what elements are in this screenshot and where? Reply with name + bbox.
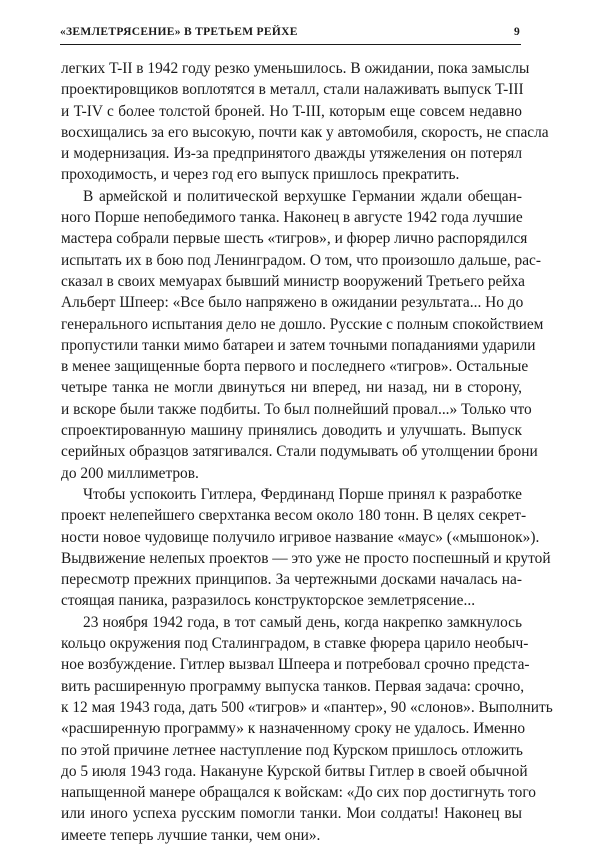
text-line: до 200 миллиметров. bbox=[61, 464, 199, 482]
text-line: проект нелепейшего сверхтанка весом около 180 тонн. В целях секрет- bbox=[61, 507, 527, 525]
text-line: испытать их в бою под Ленинградом. О том, что произошло дальше, рас- bbox=[61, 251, 542, 269]
text-line: и модернизация. Из-за предпринятого дважды утяжеления он потерял bbox=[61, 145, 522, 163]
text-line: четыре танка не могли двинуться ни вперед, ни назад, ни в сторону, bbox=[61, 379, 522, 397]
paragraph bbox=[61, 612, 553, 846]
text-line: «расширенную программу» к назначенному сроку не удалось. Именно bbox=[61, 720, 526, 738]
text-line: серийных образцов затягивался. Стали подумывать об утолщении брони bbox=[61, 443, 538, 461]
text-line: Альберт Шпеер: «Все было напряжено в ожидании результата... Но до bbox=[61, 294, 524, 312]
text-line: генерального испытания дело не дошло. Русские с полным спокойствием bbox=[61, 315, 544, 333]
text-line: Чтобы успокоить Гитлера, Фердинанд Порше принял к разработке bbox=[83, 485, 522, 503]
text-line: легких T-II в 1942 году резко уменьшилось. В ожидании, пока замыслы bbox=[61, 60, 530, 77]
page-header bbox=[60, 26, 520, 38]
text-line: к 12 мая 1943 года, дать 500 «тигров» и «пантер», 90 «слонов». Выполнить bbox=[61, 698, 553, 716]
text-line: стоящая паника, разразилось конструкторское землетрясение... bbox=[61, 592, 476, 610]
text-line: В армейской и политической верхушке Германии ждали обещан- bbox=[83, 187, 522, 205]
text-line: вить расширенную программу выпуска танков. Первая задача: срочно, bbox=[61, 677, 525, 695]
text-line: кольцо окружения под Сталинградом, в ставке фюрера царило необыч- bbox=[61, 635, 529, 653]
text-line: проходимость, и через год его выпуск пришлось прекратить. bbox=[61, 166, 460, 184]
text-line: и вскоре были также подбиты. То был полнейший провал...» Только что bbox=[61, 400, 532, 418]
text-line: и T-IV с более толстой броней. Но T-III, которым еще совсем недавно bbox=[61, 102, 522, 120]
text-line: до 5 июля 1943 года. Накануне Курской битвы Гитлер в своей обычной bbox=[61, 762, 528, 780]
text-line: 23 ноября 1942 года, в тот самый день, когда накрепко замкнулось bbox=[83, 613, 522, 631]
paragraph bbox=[61, 484, 551, 612]
text-line: имеете теперь лучшие танки, чем они». bbox=[61, 826, 321, 844]
page-number: 9 bbox=[513, 26, 520, 38]
body-text bbox=[61, 58, 553, 846]
text-line: напыщенной манере обращался к войскам: «До сих пор достигнуть того bbox=[61, 784, 536, 802]
text-line: ного Порше непобедимого танка. Наконец в августе 1942 года лучшие bbox=[61, 209, 523, 227]
text-line: восхищались за его высокую, почти как у автомобиля, скорость, не спасла bbox=[61, 123, 549, 141]
text-line: проектировщиков воплотятся в металл, стали налаживать выпуск T-III bbox=[61, 81, 524, 99]
text-line: спроектированную машину принялись доводить и улучшать. Выпуск bbox=[61, 422, 522, 440]
running-title: «ЗЕМЛЕТРЯСЕНИЕ» В ТРЕТЬЕМ РЕЙХЕ bbox=[60, 26, 298, 38]
text-line: пропустили танки мимо батареи и затем точными попаданиями ударили bbox=[61, 336, 536, 354]
text-line: пересмотр прежних принципов. За чертежными досками началась на- bbox=[61, 571, 522, 589]
text-line: или иного успеха русским помогли танки. Мои солдаты! Наконец вы bbox=[61, 805, 522, 823]
text-line: сказал в своих мемуарах бывший министр вооружений Третьего рейха bbox=[61, 272, 525, 290]
text-line: Выдвижение нелепых проектов — это уже не просто поспешный и крутой bbox=[61, 549, 551, 567]
header-rule bbox=[60, 44, 521, 45]
text-line: по этой причине летнее наступление под Курском пришлось отложить bbox=[61, 741, 523, 759]
text-line: мастера собрали первые шесть «тигров», и фюрер лично распорядился bbox=[61, 230, 528, 248]
text-line: в менее защищенные борта первого и последнего «тигров». Остальные bbox=[61, 358, 529, 376]
paragraph bbox=[61, 186, 544, 484]
text-line: ности новое чудовище получило игривое название «маус» («мышонок»). bbox=[61, 528, 540, 546]
paragraph bbox=[61, 58, 549, 186]
text-line: ное возбуждение. Гитлер вызвал Шпеера и потребовал срочно предста- bbox=[61, 656, 530, 674]
